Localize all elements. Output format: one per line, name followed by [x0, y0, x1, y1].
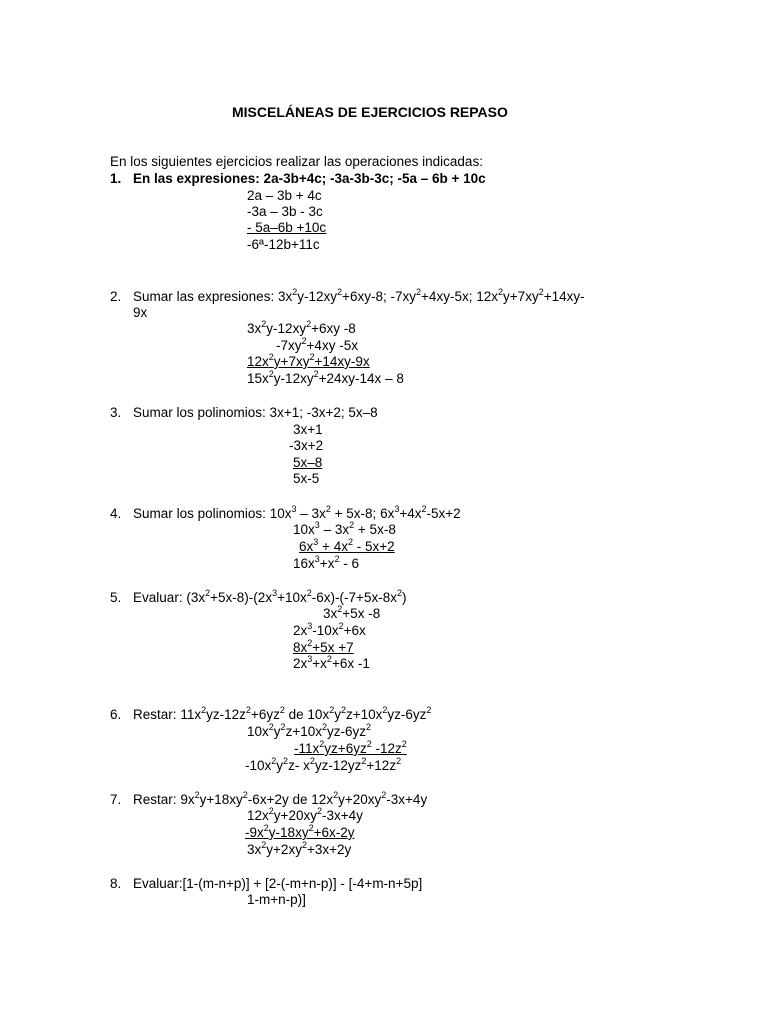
exercise-6-number: 6.: [110, 707, 122, 722]
exercise-4-line-2: $6x^3 + 4x^2 - 5x+2$: [299, 536, 395, 554]
exercise-1-line-2: -3a – 3b - 3c: [247, 204, 323, 219]
exercise-3-result: 5x-5: [293, 471, 320, 486]
exercise-4-result: $16x^3+x^2 - 6$: [293, 553, 359, 571]
exercise-7-number: 7.: [110, 792, 122, 807]
exercise-2-number: 2.: [110, 289, 122, 304]
exercise-1-number: 1.: [110, 171, 122, 186]
exercise-5-number: 5.: [110, 590, 122, 605]
exercise-6-result: $-10x^2y^2z-$ $x^2yz-12yz^2+12z^2$: [245, 755, 402, 773]
exercise-7-result: $3x^2y+2xy^2+3x+2y$: [247, 839, 352, 857]
exercise-1-line-1: 2a – 3b + 4c: [247, 188, 322, 203]
exercise-7-statement: Restar: $9x^2y+18xy^2-6x+2y$ de $12x^2y+20xy^2-3x+4y$: [133, 789, 428, 807]
exercise-7-line-1: $12x^2y+20xy^2-3x+4y$: [247, 805, 363, 823]
exercise-6-line-1: $10x^2y^2z+10x^2yz-6yz^2$: [247, 721, 372, 739]
exercise-2-result: $15x^2y-12xy^2+24xy-14x - 8$: [247, 368, 404, 386]
exercise-4-statement: Sumar los polinomios: $10x^3 - 3x^2 + 5x-8$; $6x^3+4x^2-5x+2$: [133, 503, 461, 521]
intro-text: En los siguientes ejercicios realizar las operaciones indicadas:: [110, 154, 483, 169]
exercise-6-statement: Restar: $11x^2yz-12z^2+6yz^2$ de $10x^2y^2z+10x^2yz-6yz^2$: [133, 704, 432, 722]
exercise-5-line-1: $3x^2+5x$ -8: [323, 603, 381, 621]
exercise-5-line-3: $8x^2+5x +7$: [293, 637, 354, 655]
exercise-3-line-3: 5x–8: [293, 455, 323, 470]
exercise-8-number: 8.: [110, 876, 122, 891]
exercise-2-line-1: $3x^2y-12xy^2+6xy$ -8: [247, 318, 356, 336]
exercise-1-statement: En las expresiones: 2a-3b+4c; -3a-3b-3c; -5a – 6b + 10c: [133, 171, 486, 186]
exercise-8-line-1: 1-m+n-p)]: [247, 892, 306, 907]
exercise-2-statement-cont: 9x: [133, 305, 148, 320]
exercise-1-result: -6ª-12b+11c: [247, 237, 320, 252]
exercise-7-line-2: $-9x^2y-18xy^2+6x-2y$: [245, 822, 355, 840]
exercise-8-statement: Evaluar:[1-(m-n+p)] + [2-(-m+n-p)] - [-4+m-n+5p]: [133, 876, 423, 891]
exercise-4-line-1: $10x^3 - 3x^2 + 5x-8$: [293, 519, 396, 537]
exercise-5-result: $2x^3+x^2+6x$ -1: [293, 653, 370, 671]
exercise-6-line-2: $-11x^2yz+6yz^2$ $-12z^2$: [294, 738, 407, 756]
exercise-5-line-2: $2x^3-10x^2+6x$: [293, 620, 366, 638]
exercise-2-line-2: $-7xy^2+4xy$ -5x: [276, 335, 358, 353]
page-title: MISCELÁNEAS DE EJERCICIOS REPASO: [232, 104, 508, 120]
exercise-2-statement: Sumar las expresiones: $3x^2y-12xy^2+6xy-8$; $-7xy^2+4xy-5x$; $12x^2y+7xy^2+14xy-$: [133, 286, 585, 304]
exercise-3-statement: Sumar los polinomios: 3x+1; -3x+2; 5x–8: [133, 405, 378, 420]
exercise-3-line-1: 3x+1: [293, 422, 323, 437]
exercise-4-number: 4.: [110, 506, 122, 521]
exercise-3-number: 3.: [110, 405, 122, 420]
exercise-2-line-3: $12x^2y+7xy^2+14xy-9x$: [247, 351, 370, 369]
exercise-3-line-2: -3x+2: [289, 438, 324, 453]
exercise-1-line-3: - 5a–6b +10c: [247, 220, 327, 235]
exercise-5-statement: Evaluar: $(3x^2+5x-8)-(2x^3+10x^2-6x)-(-7+5x-8x^2)$: [133, 587, 407, 605]
